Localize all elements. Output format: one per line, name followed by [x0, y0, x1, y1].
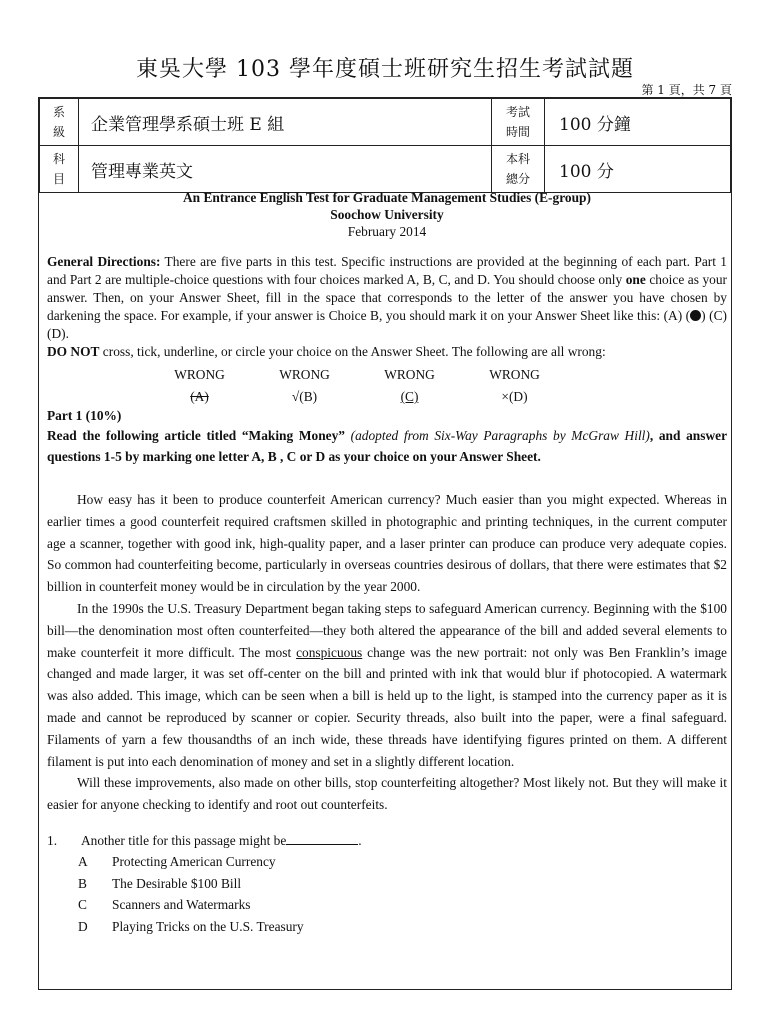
part1-instructions: Read the following article titled “Making Money” (adopted from Six-Way Paragraphs by McGraw Hill), and answer questions 1-5 by marking one letter A, B , C or D as your choice on your Answer Sheet. [47, 428, 728, 464]
option-c: C Scanners and Watermarks [78, 897, 251, 913]
page-number: 第 1 頁，共 7 頁 [641, 83, 732, 97]
subject-label: 科 目 [40, 146, 79, 193]
dept-value: 企業管理學系碩士班 E 組 [79, 99, 492, 146]
ticked-example: √(B) [291, 389, 318, 404]
exam-content [47, 189, 727, 937]
crossed-example: (A) [190, 389, 209, 404]
dept-label: 系 級 [40, 99, 79, 146]
wrong-label: WRONG [384, 367, 435, 382]
general-directions: General Directions: There are five parts in this test. Specific instructions are provided at the beginning of each part. Part 1 and Part 2 are multiple-choice questions with four choices marked A, B, C, and D. You should choose only one choice as your answer. Then, on your Answer Sheet, fill in the space that corresponds to the letter of the answer you have chosen by darkening the space. For example, if your answer is Choice B, you should mark it on your Answer Sheet like this: (A) ( ) (C) (D). [47, 254, 727, 341]
wrong-examples-row [147, 389, 567, 405]
exam-header-table [39, 98, 731, 193]
wrong-label: WRONG [489, 367, 540, 382]
question-stem: 1. Another title for this passage might be . [47, 832, 362, 848]
article-making-money [47, 489, 727, 816]
exam-title: 東吳大學 103 學年度碩士班研究生招生考試試題 [136, 57, 634, 82]
part1-heading: Part 1 (10%) [47, 408, 122, 423]
test-title: An Entrance English Test for Graduate Management Studies (E-group) [183, 190, 591, 205]
do-not-instruction: DO NOT cross, tick, underline, or circle your choice on the Answer Sheet. The following are all wrong: [47, 344, 606, 359]
time-label: 考試 時間 [492, 99, 545, 146]
question-1 [47, 830, 727, 938]
article-paragraph: Will these improvements, also made on other bills, stop counterfeiting altogether? Most likely not. But they will make it easier for anyone checking to identify and root out counterfeits. [47, 775, 727, 813]
answer-blank [286, 833, 358, 845]
score-label: 本科 總分 [492, 146, 545, 193]
score-value: 100 分 [545, 146, 731, 193]
wrong-labels-row [147, 367, 567, 383]
wrong-label: WRONG [174, 367, 225, 382]
time-value: 100 分鐘 [545, 99, 731, 146]
underlined-example: (C) [400, 389, 419, 404]
subject-value: 管理專業英文 [79, 146, 492, 193]
option-a: A Protecting American Currency [78, 854, 276, 870]
exam-date: February 2014 [347, 224, 427, 239]
exam-frame [38, 97, 732, 990]
x-marked-example: ×(D) [501, 389, 528, 404]
wrong-label: WRONG [279, 367, 330, 382]
filled-bubble-icon [690, 310, 701, 321]
option-d: D Playing Tricks on the U.S. Treasury [78, 918, 304, 934]
article-paragraph: In the 1990s the U.S. Treasury Department began taking steps to safeguard American currency. Beginning with the $100 bill—the denomination most often counterfeited—they both altered the appearance of the bill and added several elements to make counterfeit it more difficult. The most conspicuous change was the new portrait: not only was Ben Franklin’s image changed and made larger, it was set off-center on the bill and printed with ink that would blur if photocopied. A watermark was also added. This image, which can be seen when a bill is held up to the light, is stamped into the currency paper as it is made and cannot be reproduced by scanner or copier. Security threads, also built into the paper, were a final safeguard. Filaments of yarn a few thousandths of an inch wide, these threads have identifying figures printed on them. A different filament is put into each denomination of money and set in a slightly different location. [47, 600, 727, 769]
option-b: B The Desirable $100 Bill [78, 875, 242, 891]
university-name: Soochow University [330, 207, 444, 222]
article-paragraph: How easy has it been to produce counterfeit American currency? Much easier than you might expected. Whereas in earlier times a good counterfeit required craftsmen skilled in photographic and printing techniques, in the current computer age a scanner, together with good ink, high-quality paper, and a laser printer can produce can produce very adequate copies. So common had counterfeiting become, particularly in overseas countries desirous of dollars, that there were estimates that $2 billion in counterfeit money would be in circulation by the year 2000. [47, 492, 727, 595]
